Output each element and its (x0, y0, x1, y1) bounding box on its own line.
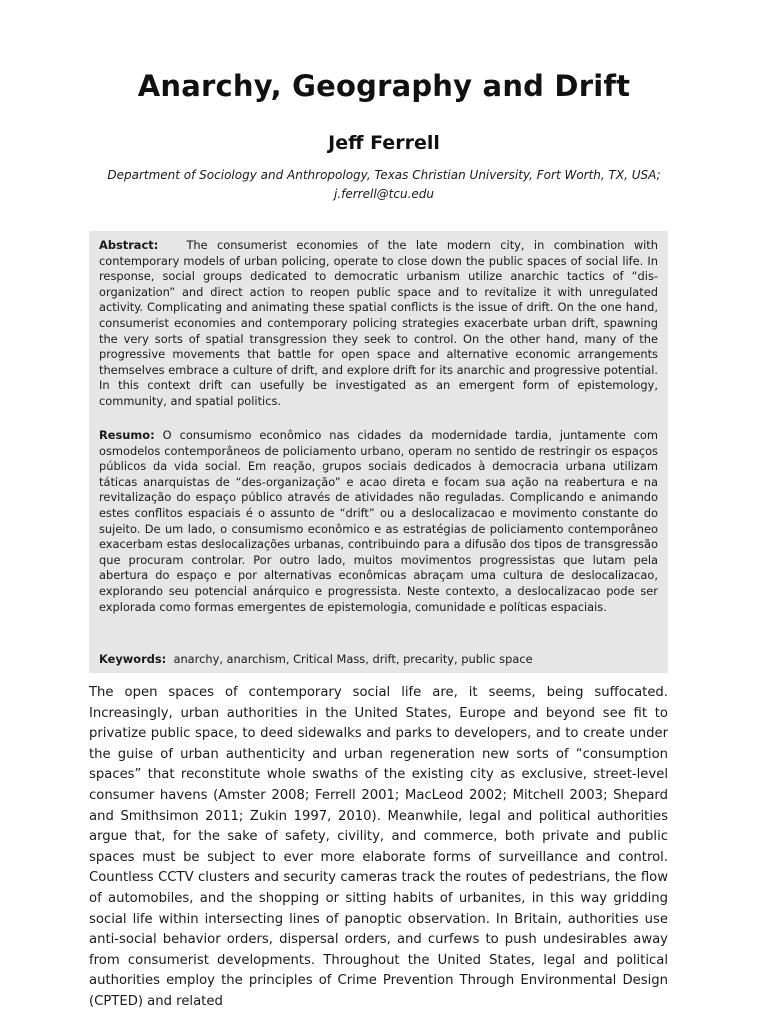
abstract-box (89, 231, 668, 673)
abstract-label: Abstract: (99, 238, 159, 252)
keywords-text: anarchy, anarchism, Critical Mass, drift, precarity, public space (173, 652, 533, 666)
abstract-paragraph (99, 238, 658, 422)
body-paragraph: The open spaces of contemporary social life are, it seems, being suffocated. Increasingly, urban authorities in the United States, Europe and beyond see fit to privatize public space, to deed sidewalks and parks to developers, and to create under the guise of urban authenticity and urban regeneration new sorts of “consumption spaces” that reconstitute whole swaths of the existing city as exclusive, street-level consumer havens (Amster 2008; Ferrell 2001; MacLeod 2002; Mitchell 2003; Shepard and Smithsimon 2011; Zukin 1997, 2010). Meanwhile, legal and political authorities argue that, for the sake of safety, civility, and commerce, both private and public spaces must be subject to ever more elaborate forms of surveillance and control. Countless CCTV clusters and security cameras track the routes of pedestrians, the flow of automobiles, and the shopping or sitting habits of urbanites, in this way gridding social life within intersecting lines of panoptic observation. In Britain, authorities use anti-social behavior orders, dispersal orders, and curfews to push undesirables away from consumerist developments. Throughout the United States, legal and political authorities employ the principles of Crime Prevention Through Environmental Design (CPTED) and related (89, 685, 668, 1009)
article-body (89, 683, 668, 1024)
article-title: Anarchy, Geography and Drift (137, 69, 631, 103)
author-email: j.ferrell@tcu.edu (333, 187, 434, 201)
keywords-label: Keywords: (99, 652, 167, 666)
keywords-paragraph (99, 652, 658, 668)
affiliation-line: Department of Sociology and Anthropology, Texas Christian University, Fort Worth, TX, USA; (107, 168, 661, 182)
abstract-text: The consumerist economies of the late modern city, in combination with contemporary models of urban policing, operate to close down the public spaces of social life. In response, social groups dedicated to democratic urbanism utilize anarchic tactics of “dis-organization” and direct action to reopen public space and to revitalize it with unregulated activity. Complicating and animating these spatial conflicts is the issue of drift. On the one hand, consumerist economies and contemporary policing strategies exacerbate urban drift, spawning the very sorts of spatial transgression they seek to control. On the other hand, many of the progressive movements that battle for open space and alternative economic arrangements themselves embrace a culture of drift, and explore drift for its anarchic and progressive potential. In this context drift can usefully be investigated as an emergent form of epistemology, community, and spatial politics. (99, 238, 658, 408)
resumo-label: Resumo: (99, 428, 155, 442)
author-name: Jeff Ferrell (328, 132, 440, 154)
resumo-text: O consumismo econômico nas cidades da modernidade tardia, juntamente com osmodelos contemporâneos de policiamento urbano, operam no sentido de restringir os espaços públicos da vida social. Em reação, grupos sociais dedicados à democracia urbana utilizam táticas anarquistas de “des-organização” e acao direta e focam sua ação na reabertura e na revitalização do espaço público através de atividades não reguladas. Complicando e animando estes conflitos espaciais é o assunto de “drift” ou a deslocalizacao e movimento constante do sujeito. De um lado, o consumismo econômico e as estratégias de policiamento contemporâneo exacerbam estas deslocalizações urbanas, contribuindo para a difusão dos tipos de transgressão que procuram controlar. Por outro lado, muitos movimentos progressistas que lutam pela abertura do espaço e por alternativas econômicas abraçam uma cultura de deslocalizacao, explorando seu potencial anárquico e progressista. Neste contexto, a deslocalizacao pode ser explorada como formas emergentes de epistemologia, comunidade e políticas espaciais. (99, 428, 658, 614)
resumo-paragraph (99, 428, 658, 636)
author-affiliation (95, 166, 673, 204)
